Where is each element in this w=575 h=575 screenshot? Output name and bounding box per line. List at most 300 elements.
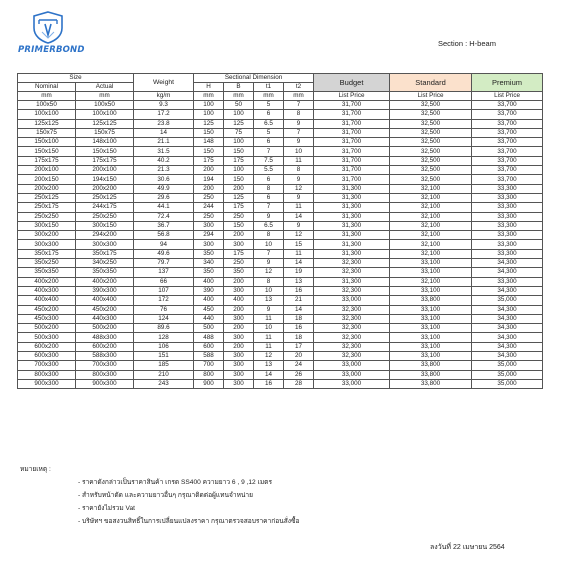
table-row bbox=[18, 286, 543, 295]
premium-price-cell: 34,300 bbox=[472, 324, 543, 333]
premium-price-cell: 33,300 bbox=[472, 203, 543, 212]
weight-cell: 72.4 bbox=[134, 212, 194, 221]
standard-price-cell: 32,500 bbox=[390, 138, 472, 147]
t1-cell: 11 bbox=[254, 342, 284, 351]
b-cell: 300 bbox=[224, 361, 254, 370]
actual-cell: 340x250 bbox=[76, 259, 134, 268]
budget-price-cell: 31,300 bbox=[314, 203, 390, 212]
t1-cell: 10 bbox=[254, 286, 284, 295]
t1-cell: 9 bbox=[254, 212, 284, 221]
actual-cell: 400x400 bbox=[76, 296, 134, 305]
shield-logo-icon bbox=[31, 10, 65, 44]
t1-cell: 16 bbox=[254, 379, 284, 388]
unit-h: mm bbox=[194, 92, 224, 101]
premium-price-cell: 33,700 bbox=[472, 119, 543, 128]
section-label: Section : H-beam bbox=[438, 39, 496, 48]
table-row bbox=[18, 110, 543, 119]
b-cell: 300 bbox=[224, 379, 254, 388]
t1-cell: 5 bbox=[254, 128, 284, 137]
h-cell: 440 bbox=[194, 314, 224, 323]
actual-cell: 700x300 bbox=[76, 361, 134, 370]
table-row bbox=[18, 296, 543, 305]
t1-cell: 7.5 bbox=[254, 156, 284, 165]
actual-cell: 175x175 bbox=[76, 156, 134, 165]
t2-cell: 8 bbox=[284, 110, 314, 119]
nominal-cell: 450x300 bbox=[18, 314, 76, 323]
t1-cell: 9 bbox=[254, 259, 284, 268]
price-table bbox=[17, 73, 543, 389]
budget-price-cell: 33,000 bbox=[314, 379, 390, 388]
h-cell: 400 bbox=[194, 296, 224, 305]
actual-cell: 294x200 bbox=[76, 231, 134, 240]
budget-price-cell: 31,700 bbox=[314, 101, 390, 110]
premium-price-cell: 34,300 bbox=[472, 259, 543, 268]
table-row bbox=[18, 119, 543, 128]
premium-price-cell: 33,300 bbox=[472, 221, 543, 230]
standard-price-cell: 32,100 bbox=[390, 249, 472, 258]
standard-price-cell: 32,100 bbox=[390, 193, 472, 202]
nominal-cell: 200x200 bbox=[18, 184, 76, 193]
premium-price-cell: 33,700 bbox=[472, 110, 543, 119]
standard-price-cell: 33,800 bbox=[390, 379, 472, 388]
standard-price-cell: 33,100 bbox=[390, 259, 472, 268]
unit-weight: kg/m bbox=[134, 92, 194, 101]
t1-cell: 10 bbox=[254, 240, 284, 249]
nominal-cell: 400x400 bbox=[18, 296, 76, 305]
table-row bbox=[18, 305, 543, 314]
premium-price-cell: 33,300 bbox=[472, 212, 543, 221]
weight-cell: 14 bbox=[134, 128, 194, 137]
table-row bbox=[18, 193, 543, 202]
budget-price-cell: 31,700 bbox=[314, 128, 390, 137]
standard-price-cell: 33,100 bbox=[390, 342, 472, 351]
t2-cell: 15 bbox=[284, 240, 314, 249]
premium-price-cell: 33,700 bbox=[472, 175, 543, 184]
premium-price-cell: 35,000 bbox=[472, 379, 543, 388]
nominal-cell: 100x50 bbox=[18, 101, 76, 110]
unit-premium: List Price bbox=[472, 92, 543, 101]
t2-cell: 24 bbox=[284, 361, 314, 370]
t2-cell: 14 bbox=[284, 259, 314, 268]
weight-cell: 56.8 bbox=[134, 231, 194, 240]
h-cell: 300 bbox=[194, 240, 224, 249]
t2-cell: 7 bbox=[284, 128, 314, 137]
h-cell: 400 bbox=[194, 277, 224, 286]
table-row bbox=[18, 231, 543, 240]
budget-price-cell: 33,000 bbox=[314, 296, 390, 305]
budget-price-cell: 31,300 bbox=[314, 231, 390, 240]
budget-price-cell: 31,700 bbox=[314, 166, 390, 175]
table-row bbox=[18, 221, 543, 230]
table-row bbox=[18, 128, 543, 137]
actual-cell: 300x150 bbox=[76, 221, 134, 230]
premium-price-cell: 35,000 bbox=[472, 361, 543, 370]
actual-cell: 390x300 bbox=[76, 286, 134, 295]
budget-price-cell: 31,300 bbox=[314, 212, 390, 221]
standard-price-cell: 33,800 bbox=[390, 296, 472, 305]
t2-cell: 14 bbox=[284, 305, 314, 314]
nominal-cell: 700x300 bbox=[18, 361, 76, 370]
t2-cell: 19 bbox=[284, 268, 314, 277]
table-row bbox=[18, 147, 543, 156]
premium-price-cell: 35,000 bbox=[472, 370, 543, 379]
nominal-cell: 250x125 bbox=[18, 193, 76, 202]
nominal-cell: 500x200 bbox=[18, 324, 76, 333]
weight-cell: 21.3 bbox=[134, 166, 194, 175]
weight-cell: 107 bbox=[134, 286, 194, 295]
t1-cell: 6.5 bbox=[254, 119, 284, 128]
standard-price-cell: 32,500 bbox=[390, 119, 472, 128]
weight-cell: 185 bbox=[134, 361, 194, 370]
b-cell: 300 bbox=[224, 370, 254, 379]
t2-cell: 9 bbox=[284, 175, 314, 184]
b-cell: 150 bbox=[224, 147, 254, 156]
note-item: - สำหรับหน้าตัด และความยาวอื่นๆ กรุณาติดต่อผู้แทนจำหน่าย bbox=[78, 492, 253, 499]
premium-price-cell: 33,300 bbox=[472, 249, 543, 258]
nominal-cell: 300x300 bbox=[18, 240, 76, 249]
actual-cell: 200x200 bbox=[76, 184, 134, 193]
h-cell: 488 bbox=[194, 333, 224, 342]
table-row bbox=[18, 138, 543, 147]
t2-cell: 11 bbox=[284, 156, 314, 165]
t1-cell: 12 bbox=[254, 268, 284, 277]
budget-price-cell: 32,300 bbox=[314, 342, 390, 351]
t2-cell: 16 bbox=[284, 286, 314, 295]
nominal-cell: 200x100 bbox=[18, 166, 76, 175]
premium-price-cell: 33,700 bbox=[472, 101, 543, 110]
actual-cell: 150x150 bbox=[76, 147, 134, 156]
b-cell: 400 bbox=[224, 296, 254, 305]
nominal-cell: 500x300 bbox=[18, 333, 76, 342]
b-cell: 150 bbox=[224, 175, 254, 184]
t1-cell: 9 bbox=[254, 305, 284, 314]
t2-cell: 10 bbox=[284, 147, 314, 156]
budget-price-cell: 31,300 bbox=[314, 277, 390, 286]
h-cell: 100 bbox=[194, 101, 224, 110]
nominal-cell: 125x125 bbox=[18, 119, 76, 128]
weight-cell: 172 bbox=[134, 296, 194, 305]
t1-cell: 8 bbox=[254, 184, 284, 193]
nominal-cell: 150x100 bbox=[18, 138, 76, 147]
b-cell: 300 bbox=[224, 314, 254, 323]
notes-title: หมายเหตุ : bbox=[20, 466, 51, 473]
weight-cell: 106 bbox=[134, 342, 194, 351]
b-cell: 250 bbox=[224, 212, 254, 221]
b-cell: 300 bbox=[224, 240, 254, 249]
notes-list bbox=[20, 476, 299, 528]
weight-cell: 49.6 bbox=[134, 249, 194, 258]
t1-cell: 11 bbox=[254, 333, 284, 342]
standard-price-cell: 33,800 bbox=[390, 370, 472, 379]
budget-header: Budget bbox=[314, 74, 390, 92]
weight-cell: 89.6 bbox=[134, 324, 194, 333]
weight-cell: 44.1 bbox=[134, 203, 194, 212]
premium-price-cell: 34,300 bbox=[472, 342, 543, 351]
actual-cell: 450x200 bbox=[76, 305, 134, 314]
budget-price-cell: 31,700 bbox=[314, 147, 390, 156]
weight-cell: 243 bbox=[134, 379, 194, 388]
table-row bbox=[18, 370, 543, 379]
premium-price-cell: 34,300 bbox=[472, 305, 543, 314]
budget-price-cell: 31,700 bbox=[314, 119, 390, 128]
nominal-cell: 600x300 bbox=[18, 352, 76, 361]
nominal-cell: 900x300 bbox=[18, 379, 76, 388]
premium-price-cell: 34,300 bbox=[472, 286, 543, 295]
weight-cell: 210 bbox=[134, 370, 194, 379]
actual-header: Actual bbox=[76, 83, 134, 92]
nominal-cell: 150x150 bbox=[18, 147, 76, 156]
nominal-cell: 250x175 bbox=[18, 203, 76, 212]
t2-cell: 14 bbox=[284, 212, 314, 221]
h-cell: 175 bbox=[194, 156, 224, 165]
actual-cell: 125x125 bbox=[76, 119, 134, 128]
unit-nominal: mm bbox=[18, 92, 76, 101]
table-row bbox=[18, 249, 543, 258]
weight-cell: 30.6 bbox=[134, 175, 194, 184]
actual-cell: 350x175 bbox=[76, 249, 134, 258]
table-row bbox=[18, 184, 543, 193]
actual-cell: 500x200 bbox=[76, 324, 134, 333]
premium-price-cell: 33,700 bbox=[472, 138, 543, 147]
h-cell: 100 bbox=[194, 110, 224, 119]
b-header: B bbox=[224, 83, 254, 92]
premium-price-cell: 33,300 bbox=[472, 184, 543, 193]
nominal-cell: 200x150 bbox=[18, 175, 76, 184]
b-cell: 175 bbox=[224, 156, 254, 165]
t2-cell: 12 bbox=[284, 184, 314, 193]
table-row bbox=[18, 342, 543, 351]
t1-cell: 8 bbox=[254, 231, 284, 240]
nominal-cell: 150x75 bbox=[18, 128, 76, 137]
b-cell: 300 bbox=[224, 333, 254, 342]
budget-price-cell: 33,000 bbox=[314, 361, 390, 370]
t1-cell: 5 bbox=[254, 101, 284, 110]
b-cell: 100 bbox=[224, 138, 254, 147]
weight-cell: 137 bbox=[134, 268, 194, 277]
actual-cell: 488x300 bbox=[76, 333, 134, 342]
table-row bbox=[18, 333, 543, 342]
premium-price-cell: 34,300 bbox=[472, 268, 543, 277]
standard-price-cell: 33,100 bbox=[390, 286, 472, 295]
actual-cell: 350x350 bbox=[76, 268, 134, 277]
premium-price-cell: 33,700 bbox=[472, 166, 543, 175]
b-cell: 50 bbox=[224, 101, 254, 110]
standard-price-cell: 33,100 bbox=[390, 324, 472, 333]
table-row bbox=[18, 166, 543, 175]
note-item: - ราคายังไม่รวม Vat bbox=[78, 505, 135, 512]
h-cell: 200 bbox=[194, 184, 224, 193]
h-cell: 700 bbox=[194, 361, 224, 370]
budget-price-cell: 31,300 bbox=[314, 184, 390, 193]
premium-price-cell: 33,700 bbox=[472, 147, 543, 156]
standard-price-cell: 32,100 bbox=[390, 240, 472, 249]
t2-cell: 26 bbox=[284, 370, 314, 379]
h-header: H bbox=[194, 83, 224, 92]
t2-cell: 18 bbox=[284, 314, 314, 323]
budget-price-cell: 31,700 bbox=[314, 156, 390, 165]
standard-price-cell: 32,100 bbox=[390, 277, 472, 286]
h-cell: 500 bbox=[194, 324, 224, 333]
h-cell: 450 bbox=[194, 305, 224, 314]
table-row bbox=[18, 212, 543, 221]
nominal-cell: 350x350 bbox=[18, 268, 76, 277]
weight-cell: 21.1 bbox=[134, 138, 194, 147]
t1-cell: 6 bbox=[254, 193, 284, 202]
brand-logo bbox=[18, 10, 85, 60]
nominal-cell: 400x200 bbox=[18, 277, 76, 286]
weight-header: Weight bbox=[134, 74, 194, 92]
budget-price-cell: 31,300 bbox=[314, 221, 390, 230]
premium-price-cell: 34,300 bbox=[472, 314, 543, 323]
t1-cell: 6.5 bbox=[254, 221, 284, 230]
weight-cell: 124 bbox=[134, 314, 194, 323]
weight-cell: 79.7 bbox=[134, 259, 194, 268]
b-cell: 100 bbox=[224, 110, 254, 119]
t2-cell: 7 bbox=[284, 101, 314, 110]
t1-cell: 7 bbox=[254, 203, 284, 212]
budget-price-cell: 31,300 bbox=[314, 240, 390, 249]
weight-cell: 17.2 bbox=[134, 110, 194, 119]
standard-price-cell: 32,500 bbox=[390, 156, 472, 165]
unit-b: mm bbox=[224, 92, 254, 101]
standard-price-cell: 33,800 bbox=[390, 361, 472, 370]
standard-price-cell: 32,100 bbox=[390, 231, 472, 240]
h-cell: 150 bbox=[194, 128, 224, 137]
actual-cell: 200x100 bbox=[76, 166, 134, 175]
premium-price-cell: 35,000 bbox=[472, 296, 543, 305]
brand-name: PRIMERBOND bbox=[18, 45, 85, 55]
table-row bbox=[18, 101, 543, 110]
t1-cell: 11 bbox=[254, 314, 284, 323]
actual-cell: 100x50 bbox=[76, 101, 134, 110]
premium-price-cell: 34,300 bbox=[472, 333, 543, 342]
standard-price-cell: 32,500 bbox=[390, 110, 472, 119]
weight-cell: 29.6 bbox=[134, 193, 194, 202]
t1-cell: 6 bbox=[254, 110, 284, 119]
actual-cell: 194x150 bbox=[76, 175, 134, 184]
standard-price-cell: 32,100 bbox=[390, 212, 472, 221]
t2-cell: 8 bbox=[284, 166, 314, 175]
table-row bbox=[18, 175, 543, 184]
h-cell: 350 bbox=[194, 268, 224, 277]
t2-cell: 21 bbox=[284, 296, 314, 305]
standard-price-cell: 32,500 bbox=[390, 175, 472, 184]
table-row bbox=[18, 352, 543, 361]
standard-price-cell: 33,100 bbox=[390, 305, 472, 314]
weight-cell: 49.9 bbox=[134, 184, 194, 193]
b-cell: 200 bbox=[224, 324, 254, 333]
nominal-cell: 250x250 bbox=[18, 212, 76, 221]
actual-cell: 900x300 bbox=[76, 379, 134, 388]
h-cell: 148 bbox=[194, 138, 224, 147]
h-cell: 900 bbox=[194, 379, 224, 388]
nominal-cell: 350x250 bbox=[18, 259, 76, 268]
budget-price-cell: 32,300 bbox=[314, 333, 390, 342]
t2-cell: 12 bbox=[284, 231, 314, 240]
actual-cell: 600x200 bbox=[76, 342, 134, 351]
t1-cell: 8 bbox=[254, 277, 284, 286]
nominal-cell: 400x300 bbox=[18, 286, 76, 295]
t2-cell: 9 bbox=[284, 193, 314, 202]
weight-cell: 23.8 bbox=[134, 119, 194, 128]
actual-cell: 800x300 bbox=[76, 370, 134, 379]
actual-cell: 148x100 bbox=[76, 138, 134, 147]
note-item: - ราคาดังกล่าวเป็นราคาสินค้า เกรด SS400 ความยาว 6 , 9 ,12 เมตร bbox=[78, 479, 272, 486]
budget-price-cell: 32,300 bbox=[314, 305, 390, 314]
b-cell: 200 bbox=[224, 277, 254, 286]
b-cell: 125 bbox=[224, 119, 254, 128]
actual-cell: 250x250 bbox=[76, 212, 134, 221]
price-table-body bbox=[18, 101, 543, 389]
standard-price-cell: 32,500 bbox=[390, 166, 472, 175]
actual-cell: 440x300 bbox=[76, 314, 134, 323]
weight-cell: 76 bbox=[134, 305, 194, 314]
t2-cell: 18 bbox=[284, 333, 314, 342]
nominal-cell: 600x200 bbox=[18, 342, 76, 351]
table-row bbox=[18, 203, 543, 212]
standard-price-cell: 32,100 bbox=[390, 221, 472, 230]
premium-price-cell: 33,300 bbox=[472, 240, 543, 249]
nominal-cell: 300x200 bbox=[18, 231, 76, 240]
budget-price-cell: 32,300 bbox=[314, 352, 390, 361]
budget-price-cell: 31,300 bbox=[314, 249, 390, 258]
nominal-cell: 300x150 bbox=[18, 221, 76, 230]
b-cell: 300 bbox=[224, 352, 254, 361]
b-cell: 125 bbox=[224, 193, 254, 202]
t2-cell: 28 bbox=[284, 379, 314, 388]
standard-price-cell: 33,100 bbox=[390, 314, 472, 323]
budget-price-cell: 31,700 bbox=[314, 138, 390, 147]
standard-price-cell: 32,100 bbox=[390, 203, 472, 212]
t1-cell: 5.5 bbox=[254, 166, 284, 175]
b-cell: 200 bbox=[224, 342, 254, 351]
standard-price-cell: 32,500 bbox=[390, 128, 472, 137]
nominal-cell: 175x175 bbox=[18, 156, 76, 165]
b-cell: 175 bbox=[224, 203, 254, 212]
b-cell: 200 bbox=[224, 184, 254, 193]
budget-price-cell: 33,000 bbox=[314, 370, 390, 379]
premium-price-cell: 33,700 bbox=[472, 128, 543, 137]
h-cell: 250 bbox=[194, 193, 224, 202]
standard-price-cell: 33,100 bbox=[390, 333, 472, 342]
t1-cell: 13 bbox=[254, 361, 284, 370]
t2-cell: 16 bbox=[284, 324, 314, 333]
nominal-header: Nominal bbox=[18, 83, 76, 92]
unit-standard: List Price bbox=[390, 92, 472, 101]
budget-price-cell: 31,300 bbox=[314, 193, 390, 202]
standard-price-cell: 32,500 bbox=[390, 147, 472, 156]
t1-cell: 14 bbox=[254, 370, 284, 379]
t1-cell: 6 bbox=[254, 175, 284, 184]
nominal-cell: 450x200 bbox=[18, 305, 76, 314]
b-cell: 75 bbox=[224, 128, 254, 137]
b-cell: 250 bbox=[224, 259, 254, 268]
weight-cell: 128 bbox=[134, 333, 194, 342]
note-item: - บริษัทฯ ขอสงวนสิทธิ์ในการเปลี่ยนแปลงราคา กรุณาตรวจสอบราคาก่อนสั่งซื้อ bbox=[78, 518, 300, 525]
b-cell: 200 bbox=[224, 305, 254, 314]
standard-price-cell: 33,100 bbox=[390, 268, 472, 277]
table-row bbox=[18, 268, 543, 277]
size-header: Size bbox=[18, 74, 134, 83]
t2-cell: 11 bbox=[284, 249, 314, 258]
standard-price-cell: 32,500 bbox=[390, 101, 472, 110]
standard-price-cell: 32,100 bbox=[390, 184, 472, 193]
t1-cell: 7 bbox=[254, 249, 284, 258]
b-cell: 150 bbox=[224, 221, 254, 230]
t1-cell: 13 bbox=[254, 296, 284, 305]
standard-header: Standard bbox=[390, 74, 472, 92]
table-row bbox=[18, 240, 543, 249]
